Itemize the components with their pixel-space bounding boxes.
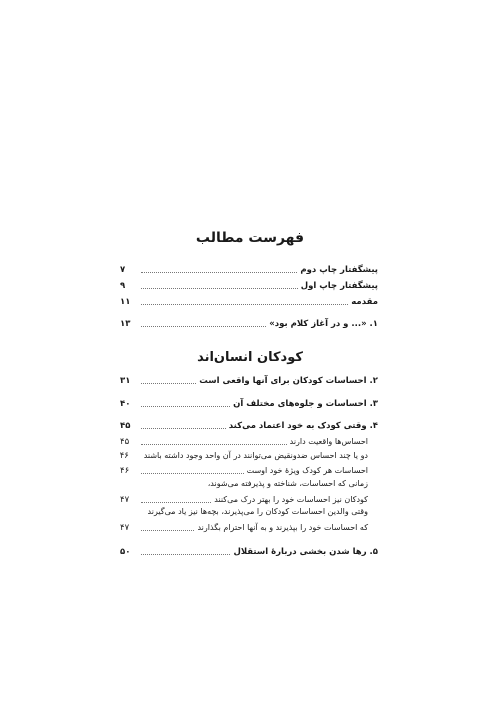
toc-subentry[interactable] — [120, 492, 378, 506]
toc-chapter[interactable] — [120, 373, 378, 387]
dot-leader — [141, 443, 287, 445]
toc-subentry-line — [120, 506, 378, 520]
entry-page: ۱۱ — [120, 297, 131, 307]
entry-page: ۴۷ — [120, 523, 130, 533]
entry-page: ۳۱ — [120, 376, 131, 386]
dot-leader — [141, 501, 211, 503]
toc-entry[interactable] — [120, 262, 378, 276]
dot-leader — [141, 325, 266, 327]
toc-chapter[interactable] — [120, 418, 378, 432]
toc-chapter[interactable] — [120, 396, 378, 410]
dot-leader — [141, 553, 230, 555]
entry-page: ۱۳ — [120, 319, 131, 329]
toc-subentry[interactable] — [120, 520, 378, 534]
entry-page: ۷ — [120, 265, 126, 275]
dot-leader — [141, 271, 297, 273]
entry-page: ۴۶ — [119, 451, 129, 461]
entry-label: ۲. احساسات کودکان برای آنها واقعی است — [199, 376, 378, 386]
entry-label: احساسات هر کودک ویژهٔ خود اوست — [246, 466, 368, 475]
entry-page: ۴۷ — [120, 495, 130, 505]
entry-label: پیشگفتار چاپ اول — [300, 281, 378, 291]
entry-label: ۵. رها شدن بخشی دربارهٔ استقلال — [233, 547, 378, 557]
dot-leader — [141, 303, 348, 305]
dot-leader — [141, 472, 244, 474]
entry-label: پیشگفتار چاپ دوم — [300, 265, 378, 275]
entry-page: ۹ — [120, 281, 126, 291]
dot-leader — [141, 405, 230, 407]
entry-label: کودکان نیز احساسات خود را بهتر درک می‌کنند — [214, 495, 368, 504]
entry-label: احساس‌ها واقعیت دارند — [289, 437, 368, 446]
toc-subentry[interactable] — [120, 434, 378, 448]
dot-leader — [141, 427, 226, 429]
entry-label: وقتی والدین احساسات کودکان را می‌پذیرند، بچه‌ها نیز یاد می‌گیرند — [147, 507, 368, 516]
entry-label: ۴. وقتی کودک به خود اعتماد می‌کند — [228, 421, 378, 431]
entry-page: ۴۵ — [120, 437, 130, 447]
toc-entry[interactable] — [120, 316, 378, 330]
entry-page: ۴۰ — [120, 399, 131, 409]
dot-leader — [141, 287, 298, 289]
toc-entry[interactable] — [120, 294, 378, 308]
toc-subentry[interactable] — [120, 463, 378, 477]
entry-page: ۴۶ — [120, 466, 130, 476]
toc-subentry[interactable] — [120, 448, 378, 462]
dot-leader — [141, 382, 196, 384]
entry-page: ۴۵ — [120, 421, 131, 431]
entry-label: دو یا چند احساس ضدونقیض می‌توانند در آن واحد وجود داشته باشند — [143, 451, 368, 460]
toc-entry[interactable] — [120, 278, 378, 292]
entry-label: زمانی که احساسات، شناخته و پذیرفته می‌شوند، — [207, 479, 368, 488]
entry-label: ۱. «... و در آغاز کلام بود» — [269, 319, 378, 329]
toc-title: فهرست مطالب — [195, 230, 305, 246]
dot-leader — [141, 529, 194, 531]
part-title: کودکان انسان‌اند — [197, 350, 303, 365]
toc-subentry-line — [120, 478, 378, 492]
entry-label: که احساسات خود را بپذیرند و به آنها احترام بگذارند — [197, 523, 368, 532]
toc-chapter[interactable] — [120, 544, 378, 558]
entry-label: مقدمه — [351, 297, 378, 307]
entry-page: ۵۰ — [120, 547, 131, 557]
entry-label: ۳. احساسات و جلوه‌های مختلف آن — [233, 399, 378, 409]
